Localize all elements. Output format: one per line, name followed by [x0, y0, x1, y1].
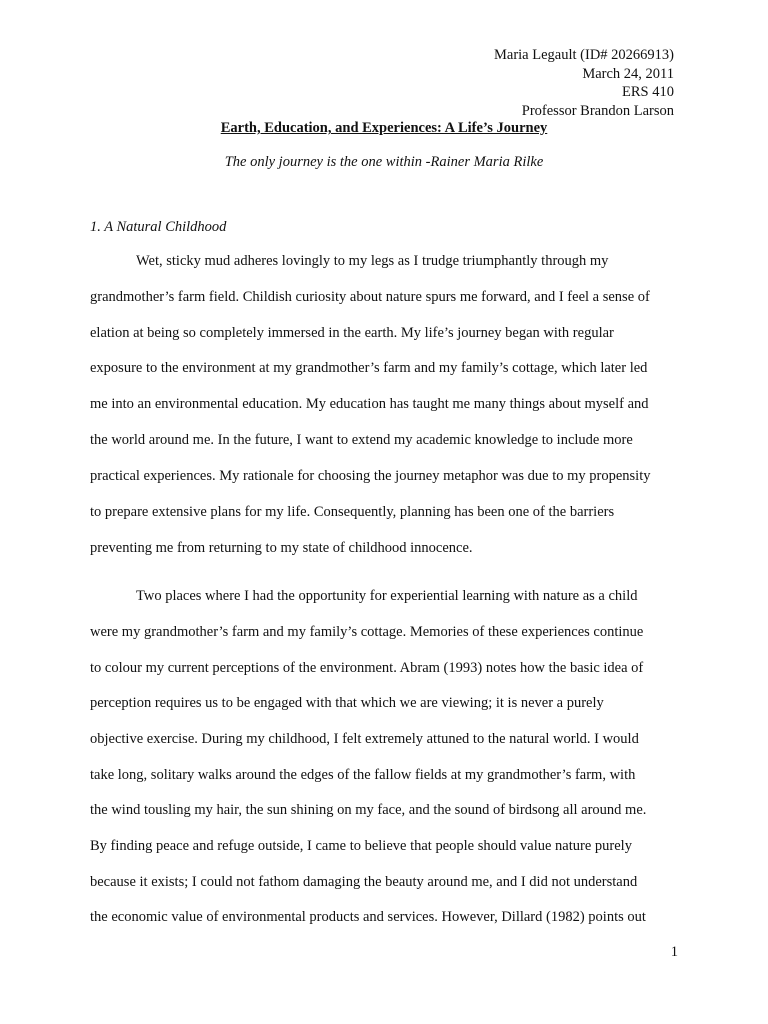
paragraph-1-line: the world around me. In the future, I want to extend my academic knowledge to include more [90, 432, 633, 448]
author-line: Maria Legault (ID# 20266913) [494, 47, 674, 63]
paragraph-2-line: By finding peace and refuge outside, I came to believe that people should value nature purely [90, 838, 632, 854]
paragraph-1-line: to prepare extensive plans for my life. Consequently, planning has been one of the barriers [90, 504, 615, 520]
paragraph-2-line: were my grandmother’s farm and my family’s cottage. Memories of these experiences continue [90, 624, 644, 640]
paragraph-2-line: the economic value of environmental products and services. However, Dillard (1982) points out [90, 909, 646, 925]
section-heading: 1. A Natural Childhood [90, 219, 227, 235]
date-line: March 24, 2011 [582, 65, 674, 82]
paragraph-2-line: Two places where I had the opportunity for experiential learning with nature as a child [136, 588, 638, 604]
paragraph-2-line: take long, solitary walks around the edges of the fallow fields at my grandmother’s farm, with [90, 767, 636, 783]
page-number: 1 [670, 944, 678, 960]
paragraph-1-line: elation at being so completely immersed in the earth. My life’s journey began with regular [90, 325, 614, 341]
paragraph-2-line: to colour my current perceptions of the environment. Abram (1993) notes how the basic idea of [90, 660, 644, 676]
document-title: Earth, Education, and Experiences: A Life’s Journey [220, 120, 548, 136]
paragraph-1-line: Wet, sticky mud adheres lovingly to my legs as I trudge triumphantly through my [136, 253, 609, 269]
paragraph-2-line: objective exercise. During my childhood, I felt extremely attuned to the natural world. I would [90, 731, 639, 747]
paragraph-2-line: because it exists; I could not fathom damaging the beauty around me, and I did not understand [90, 874, 638, 890]
paragraph-1-line: me into an environmental education. My education has taught me many things about myself and [90, 396, 649, 412]
epigraph: The only journey is the one within -Rainer Maria Rilke [224, 154, 544, 170]
course-line: ERS 410 [622, 84, 674, 100]
paragraph-1-line: grandmother’s farm field. Childish curiosity about nature spurs me forward, and I feel a sense of [90, 289, 650, 305]
paragraph-1-line: exposure to the environment at my grandmother’s farm and my family’s cottage, which later led [90, 360, 648, 376]
paragraph-2-line: the wind tousling my hair, the sun shining on my face, and the sound of birdsong all around me. [90, 802, 647, 818]
paragraph-2-line: perception requires us to be engaged with that which we are viewing; it is never a purely [90, 695, 604, 711]
paragraph-1-line: practical experiences. My rationale for choosing the journey metaphor was due to my propensity [90, 468, 651, 484]
paragraph-1-line: preventing me from returning to my state of childhood innocence. [90, 540, 473, 556]
header-block [494, 46, 674, 120]
professor-line: Professor Brandon Larson [521, 102, 674, 119]
